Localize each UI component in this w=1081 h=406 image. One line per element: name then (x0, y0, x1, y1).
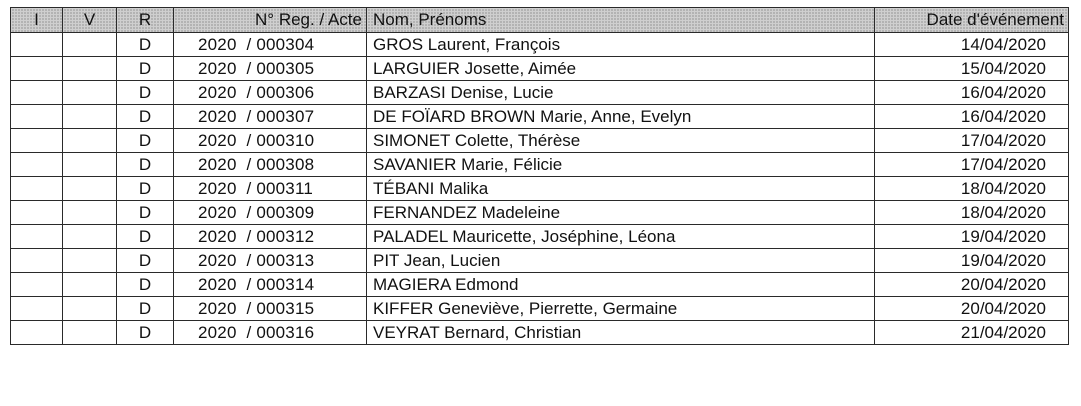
cell-reg-acte (174, 105, 367, 129)
acte-number: / 000307 (246, 107, 315, 126)
cell-i (11, 81, 63, 105)
cell-v (63, 129, 117, 153)
cell-date: 15/04/2020 (875, 57, 1069, 81)
reg-year: 2020 (198, 299, 237, 318)
cell-v (63, 201, 117, 225)
acte-number: / 000314 (246, 275, 315, 294)
cell-i (11, 57, 63, 81)
cell-name: SAVANIER Marie, Félicie (367, 153, 875, 177)
header-reg-acte: N° Reg. / Acte (174, 8, 367, 33)
reg-year: 2020 (198, 179, 237, 198)
table-body (11, 33, 1069, 345)
table-row (11, 105, 1069, 129)
cell-i (11, 129, 63, 153)
cell-name: PALADEL Mauricette, Joséphine, Léona (367, 225, 875, 249)
cell-name: FERNANDEZ Madeleine (367, 201, 875, 225)
table-row (11, 177, 1069, 201)
cell-reg-acte (174, 177, 367, 201)
cell-name: DE FOÏARD BROWN Marie, Anne, Evelyn (367, 105, 875, 129)
reg-year: 2020 (198, 107, 237, 126)
acte-number: / 000315 (246, 299, 315, 318)
cell-name: GROS Laurent, François (367, 33, 875, 57)
cell-name: TÉBANI Malika (367, 177, 875, 201)
acte-number: / 000310 (246, 131, 315, 150)
acte-number: / 000304 (246, 35, 315, 54)
cell-name: MAGIERA Edmond (367, 273, 875, 297)
cell-i (11, 105, 63, 129)
cell-i (11, 249, 63, 273)
cell-v (63, 297, 117, 321)
reg-year: 2020 (198, 131, 237, 150)
cell-date: 19/04/2020 (875, 225, 1069, 249)
cell-v (63, 33, 117, 57)
cell-v (63, 177, 117, 201)
reg-year: 2020 (198, 59, 237, 78)
cell-r: D (117, 33, 174, 57)
table-row (11, 321, 1069, 345)
cell-v (63, 81, 117, 105)
reg-year: 2020 (198, 155, 237, 174)
cell-reg-acte (174, 321, 367, 345)
acte-number: / 000312 (246, 227, 315, 246)
cell-reg-acte (174, 57, 367, 81)
header-v: V (63, 8, 117, 33)
cell-r: D (117, 201, 174, 225)
cell-r: D (117, 153, 174, 177)
cell-date: 16/04/2020 (875, 81, 1069, 105)
cell-date: 21/04/2020 (875, 321, 1069, 345)
reg-year: 2020 (198, 251, 237, 270)
cell-reg-acte (174, 153, 367, 177)
cell-i (11, 33, 63, 57)
table-row (11, 225, 1069, 249)
acte-number: / 000305 (246, 59, 315, 78)
cell-i (11, 321, 63, 345)
reg-year: 2020 (198, 83, 237, 102)
header-date: Date d'événement (875, 8, 1069, 33)
table-row (11, 201, 1069, 225)
cell-r: D (117, 321, 174, 345)
table-row (11, 297, 1069, 321)
header-i: I (11, 8, 63, 33)
table-header (11, 8, 1069, 33)
reg-year: 2020 (198, 35, 237, 54)
cell-v (63, 57, 117, 81)
cell-v (63, 153, 117, 177)
cell-r: D (117, 57, 174, 81)
reg-year: 2020 (198, 227, 237, 246)
cell-i (11, 177, 63, 201)
cell-i (11, 273, 63, 297)
cell-r: D (117, 105, 174, 129)
cell-v (63, 273, 117, 297)
cell-date: 19/04/2020 (875, 249, 1069, 273)
acte-number: / 000306 (246, 83, 315, 102)
cell-reg-acte (174, 225, 367, 249)
cell-reg-acte (174, 81, 367, 105)
acte-number: / 000316 (246, 323, 315, 342)
table-row (11, 273, 1069, 297)
cell-r: D (117, 129, 174, 153)
cell-reg-acte (174, 273, 367, 297)
reg-year: 2020 (198, 323, 237, 342)
cell-name: VEYRAT Bernard, Christian (367, 321, 875, 345)
cell-v (63, 321, 117, 345)
cell-i (11, 225, 63, 249)
cell-reg-acte (174, 33, 367, 57)
table-row (11, 33, 1069, 57)
cell-date: 18/04/2020 (875, 177, 1069, 201)
cell-i (11, 153, 63, 177)
reg-year: 2020 (198, 275, 237, 294)
header-name: Nom, Prénoms (367, 8, 875, 33)
cell-date: 17/04/2020 (875, 129, 1069, 153)
death-register-table (10, 7, 1069, 345)
cell-i (11, 297, 63, 321)
cell-date: 17/04/2020 (875, 153, 1069, 177)
cell-v (63, 225, 117, 249)
cell-i (11, 201, 63, 225)
cell-name: LARGUIER Josette, Aimée (367, 57, 875, 81)
cell-r: D (117, 81, 174, 105)
cell-r: D (117, 177, 174, 201)
table-row (11, 57, 1069, 81)
cell-date: 16/04/2020 (875, 105, 1069, 129)
table-row (11, 153, 1069, 177)
cell-reg-acte (174, 297, 367, 321)
cell-r: D (117, 249, 174, 273)
table-row (11, 81, 1069, 105)
cell-reg-acte (174, 249, 367, 273)
table-row (11, 249, 1069, 273)
cell-name: KIFFER Geneviève, Pierrette, Germaine (367, 297, 875, 321)
cell-reg-acte (174, 201, 367, 225)
cell-v (63, 105, 117, 129)
acte-number: / 000308 (246, 155, 315, 174)
header-row (11, 8, 1069, 33)
table-row (11, 129, 1069, 153)
cell-name: PIT Jean, Lucien (367, 249, 875, 273)
cell-date: 20/04/2020 (875, 273, 1069, 297)
cell-name: BARZASI Denise, Lucie (367, 81, 875, 105)
cell-r: D (117, 297, 174, 321)
acte-number: / 000313 (246, 251, 315, 270)
acte-number: / 000309 (246, 203, 315, 222)
cell-r: D (117, 225, 174, 249)
cell-r: D (117, 273, 174, 297)
cell-reg-acte (174, 129, 367, 153)
cell-date: 14/04/2020 (875, 33, 1069, 57)
cell-v (63, 249, 117, 273)
cell-date: 18/04/2020 (875, 201, 1069, 225)
acte-number: / 000311 (246, 179, 313, 198)
cell-name: SIMONET Colette, Thérèse (367, 129, 875, 153)
cell-date: 20/04/2020 (875, 297, 1069, 321)
header-r: R (117, 8, 174, 33)
reg-year: 2020 (198, 203, 237, 222)
